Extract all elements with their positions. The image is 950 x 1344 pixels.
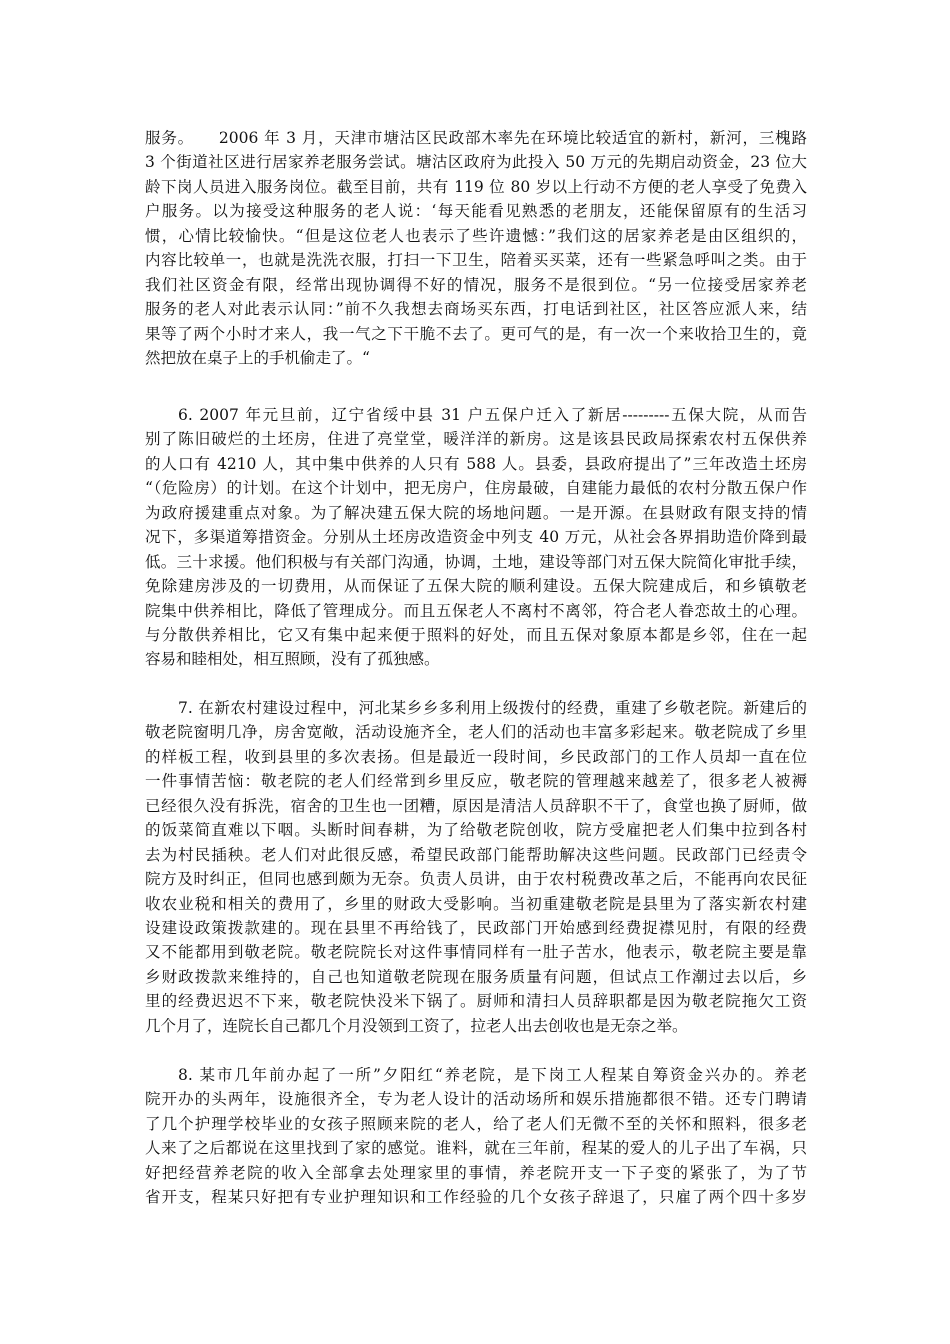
paragraph-line: 里的经费迟迟不下来，敬老院快没米下锅了。厨师和清扫人员辞职都是因为敬老院拖欠工资 xyxy=(145,992,807,1011)
paragraph-item-7 xyxy=(145,696,807,1038)
paragraph-home-care xyxy=(145,126,807,370)
paragraph-line: 院方及时纠正，但同也感到颇为无奈。负责人员讲，由于农村税费改革之后，不能再向农民征 xyxy=(145,870,807,889)
paragraph-line: 去为村民插秧。老人们对此很反感，希望民政部门能帮助解决这些问题。民政部门已经责令 xyxy=(145,845,807,864)
paragraph-line: 已经很久没有拆洗，宿舍的卫生也一团糟，原因是清洁人员辞职不干了，食堂也换了厨师，做 xyxy=(145,796,807,815)
paragraph-line: 收农业税和相关的费用了，乡里的财政大受影响。当初重建敬老院是县里为了落实新农村建 xyxy=(145,894,807,913)
paragraph-line: 省开支，程某只好把有专业护理知识和工作经验的几个女孩子辞退了，只雇了两个四十多岁 xyxy=(145,1188,807,1207)
paragraph-line: 低。三十求援。他们积极与有关部门沟通，协调，土地，建设等部门对五保大院简化审批手续， xyxy=(145,552,807,571)
paragraph-line: 人来了之后都说在这里找到了家的感觉。谁料，就在三年前，程某的爱人的儿子出了车祸，只 xyxy=(145,1139,807,1158)
paragraph-line: 设建设政策拨款建的。现在县里不再给钱了，民政部门开始感到经费捉襟见肘，有限的经费 xyxy=(145,918,807,937)
paragraph-line: 然把放在桌子上的手机偷走了。“ xyxy=(145,348,370,367)
paragraph-line: 服务。 2006 年 3 月，天津市塘沽区民政部木率先在环境比较适宜的新村，新河，三槐路 xyxy=(145,129,807,147)
paragraph-line: “（危险房）的计划。在这个计划中，把无房户，住房最破，自建能力最低的农村分散五保户作 xyxy=(145,479,807,498)
paragraph-line: 免除建房涉及的一切费用，从而保证了五保大院的顺利建设。五保大院建成后，和乡镇敬老 xyxy=(145,577,807,596)
paragraph-line: 别了陈旧破烂的土坯房，住进了亮堂堂，暖洋洋的新房。这是该县民政局探索农村五保供养 xyxy=(145,430,807,449)
paragraph-line: 的人口有 4210 人，其中集中供养的人只有 588 人。县委，县政府提出了”三年改造土坯房 xyxy=(145,454,807,473)
paragraph-line: 8. 某市几年前办起了一所”夕阳红“养老院，是下岗工人程某自筹资金兴办的。养老 xyxy=(178,1066,807,1084)
paragraph-line: 院集中供养相比，降低了管理成分。而且五保老人不离村不离邻，符合老人眷恋故土的心理。 xyxy=(145,601,807,620)
paragraph-line: 内容比较单一，也就是洗洗衣服，打扫一下卫生，陪着买买菜，还有一些紧急呼叫之类。由于 xyxy=(145,251,807,270)
paragraph-line: 惯，心情比较愉快。“但是这位老人也表示了些许遗憾：”我们这的居家养老是由区组织的， xyxy=(145,226,807,245)
paragraph-line: 几个月了，连院长自己都几个月没领到工资了，拉老人出去创收也是无奈之举。 xyxy=(145,1016,688,1035)
paragraph-item-8 xyxy=(145,1063,807,1210)
paragraph-line: 我们社区资金有限，经常出现协调得不好的情况，服务不是很到位。“另一位接受居家养老 xyxy=(145,275,807,294)
paragraph-line: 一件事情苦恼：敬老院的老人们经常到乡里反应，敬老院的管理越来越差了，很多老人被褥 xyxy=(145,772,807,791)
paragraph-line: 龄下岗人员进入服务岗位。截至目前，共有 119 位 80 岁以上行动不方便的老人享受了免费入 xyxy=(145,177,807,196)
paragraph-line: 乡财政拨款来维持的，自己也知道敬老院现在服务质量有问题，但试点工作潮过去以后，乡 xyxy=(145,967,807,986)
paragraph-line: 敬老院窗明几净，房舍宽敞，活动设施齐全，老人们的活动也丰富多彩起来。敬老院成了乡里 xyxy=(145,723,807,742)
paragraph-line: 况下，多渠道筹措资金。分别从土坯房改造资金中列支 40 万元，从社会各界捐助造价降到最 xyxy=(145,528,807,547)
paragraph-line: 的样板工程，收到县里的多次表扬。但是最近一段时间，乡民政部门的工作人员却一直在位 xyxy=(145,747,807,766)
paragraph-line: 容易和睦相处，相互照顾，没有了孤独感。 xyxy=(145,650,440,669)
paragraph-line: 了几个护理学校毕业的女孩子照顾来院的老人，给了老人们无微不至的关怀和照料，很多老 xyxy=(145,1114,807,1133)
paragraph-line: 与分散供养相比，它又有集中起来便于照料的好处，而且五保对象原本都是乡邻，住在一起 xyxy=(145,625,807,644)
paragraph-line: 3 个街道社区进行居家养老服务尝试。塘沽区政府为此投入 50 万元的先期启动资金，23 位大 xyxy=(145,153,807,172)
paragraph-item-6 xyxy=(145,403,807,672)
paragraph-line: 服务的老人对此表示认同：”前不久我想去商场买东西，打电话到社区，社区答应派人来，结 xyxy=(145,300,807,319)
paragraph-line: 院开办的头两年，设施很齐全，专为老人设计的活动场所和娱乐措施都很不错。还专门聘请 xyxy=(145,1090,807,1109)
paragraph-line: 好把经营养老院的收入全部拿去处理家里的事情，养老院开支一下子变的紧张了，为了节 xyxy=(145,1163,807,1182)
paragraph-line: 7. 在新农村建设过程中，河北某乡乡多利用上级拨付的经费，重建了乡敬老院。新建后的 xyxy=(178,699,807,717)
paragraph-line: 户服务。以为接受这种服务的老人说：‘每天能看见熟悉的老朋友，还能保留原有的生活习 xyxy=(145,202,807,221)
paragraph-line: 果等了两个小时才来人，我一气之下干脆不去了。更可气的是，有一次一个来收拾卫生的，竟 xyxy=(145,324,807,343)
paragraph-line: 的饭菜简直难以下咽。头断时间春耕，为了给敬老院创收，院方受雇把老人们集中拉到各村 xyxy=(145,821,807,840)
paragraph-line: 又不能都用到敬老院。敬老院院长对这件事情同样有一肚子苦水，他表示，敬老院主要是靠 xyxy=(145,943,807,962)
paragraph-line: 6. 2007 年元旦前，辽宁省绥中县 31 户五保户迁入了新居---------五保大院，从而告 xyxy=(178,406,807,424)
paragraph-line: 为政府援建重点对象。为了解决建五保大院的场地问题。一是开源。在县财政有限支持的情 xyxy=(145,503,807,522)
